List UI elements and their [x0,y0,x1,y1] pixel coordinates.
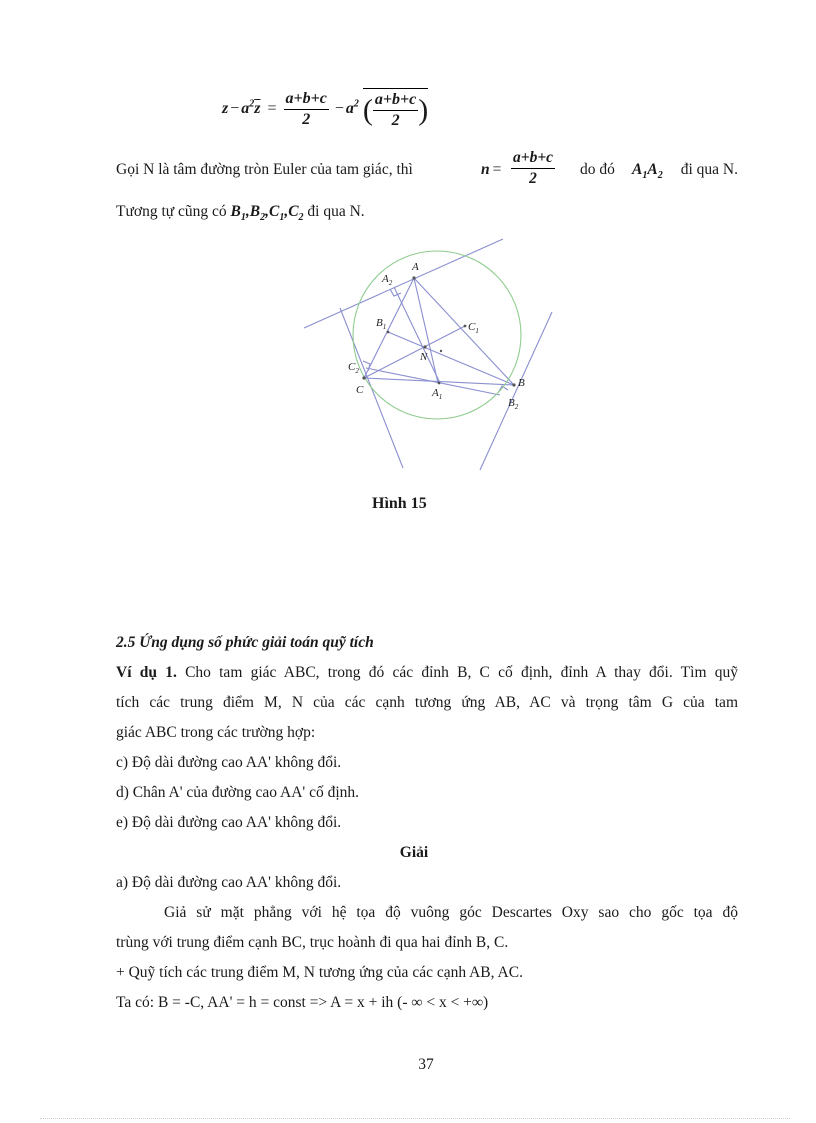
label-n: N [420,351,428,363]
formula-conjugate-fraction: ( $\frac{a+b+c}{2}$ ) [363,88,428,131]
example-line-1 [116,663,738,683]
example-item-c: c) Độ dài đường cao AA' không đổi. [116,754,342,771]
solution-title: Giải [399,844,429,861]
point-a [412,276,415,279]
section-title: 2.5 Ứng dụng số phức giải toán quỹ tích [116,634,374,651]
para1-a1a2: $A_1A_2$ [632,161,663,182]
para1-text-before: Gọi N là tâm đường tròn Euler của tam giác, thì [116,161,413,178]
label-b2: $B_2$ [508,397,519,411]
figure-euler-circle [290,230,570,475]
para1-fraction: $\frac{a+b+c}{2}$ [513,149,554,187]
point-c1 [464,325,467,328]
example-line-2: tích các trung điểm M, N của các cạnh tương ứng AB, AC và trọng tâm G của tam [116,694,738,711]
solution-p2: + Quỹ tích các trung điểm M, N tương ứng của các cạnh AB, AC. [116,964,523,981]
label-a1: $A_1$ [432,387,443,401]
solution-p3 [116,993,488,1013]
point-a1 [438,382,441,385]
solution-p3-mid: < x < + [422,994,472,1011]
side-ac [364,278,414,378]
example-text-1: Cho tam giác ABC, trong đó các đỉnh B, C cố định, đỉnh A thay đổi. Tìm quỹ [185,664,738,681]
line-through-a2 [304,239,503,328]
label-b1: $B_1$ [376,317,387,331]
infinity-symbol-2: ∞ [471,994,483,1011]
label-a: A [412,261,419,273]
segment-b1-b [388,332,514,385]
page-bottom-divider [40,1118,790,1119]
para2-text-before: Tương tự cũng có [116,203,227,220]
formula-lhs: $z - a^2\overline{z}$ = [222,98,277,118]
formula-fraction-1: $\frac{a+b+c}{2}$ [285,90,327,128]
point-b1 [387,331,390,334]
point-c [362,376,365,379]
point-small [440,350,442,352]
para1-text-after: đi qua N. [680,161,738,178]
example-item-e: e) Độ dài đường cao AA' không đổi. [116,814,342,831]
label-c: C [356,384,364,396]
solution-p3-after: ) [483,994,489,1011]
infinity-symbol-1: ∞ [411,994,423,1011]
point-n [423,345,426,348]
label-c1: $C_1$ [468,321,479,335]
solution-p3-before: Ta có: B = -C, AA' = h = const => A = x + ih (- [116,994,408,1011]
page-number: 37 [418,1056,434,1073]
line-through-b2 [480,312,552,470]
para1-text-middle: do đó [580,161,615,178]
para2-text-after: đi qua N. [307,203,365,220]
side-ab [414,278,514,385]
segment-a2-a1 [394,287,440,383]
paragraph-similarly [116,202,365,228]
segment-a-a1 [414,278,438,383]
label-c2: $C_2$ [348,361,359,375]
figure-caption: Hình 15 [372,495,427,512]
solution-a-line: a) Độ dài đường cao AA' không đổi. [116,874,342,891]
para1-n-equation: n = [481,161,502,178]
example-item-d: d) Chân A' của đường cao AA' cố định. [116,784,360,801]
point-b [512,383,515,386]
example-line-3: giác ABC trong các trường hợp: [116,724,316,741]
formula-minus-a2: − $a^2$ [334,98,359,118]
label-a2: $A_2$ [382,273,393,287]
solution-p1-line-2: trùng với trung điểm cạnh BC, trục hoành đi qua hai đỉnh B, C. [116,934,509,951]
example-label: Ví dụ 1. [116,664,177,681]
solution-p1-line-1: Giả sử mặt phẳng với hệ tọa độ vuông góc Descartes Oxy sao cho gốc tọa độ [164,904,738,921]
label-b: B [518,377,525,389]
formula-line [222,88,428,134]
para2-points: $B_1,B_2,C_1,C_2$ [230,203,304,224]
paragraph-euler-center [116,150,738,194]
